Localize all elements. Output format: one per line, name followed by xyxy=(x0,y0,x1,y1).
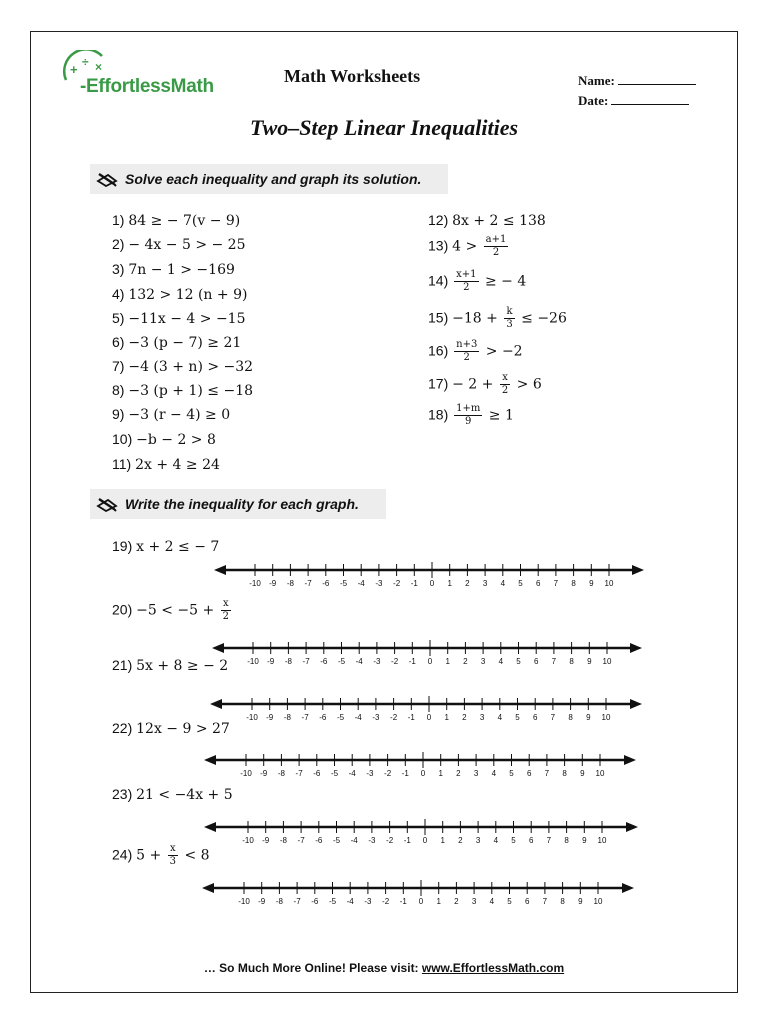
problem-number: 21) xyxy=(112,657,137,673)
number-line-tick-label: 7 xyxy=(553,579,559,588)
number-line-tick-label: 9 xyxy=(589,579,594,588)
problem-expression: −3 (p − 7) ≥ 21 xyxy=(128,335,242,351)
svg-text:×: × xyxy=(95,60,103,74)
number-line-tick-label: -10 xyxy=(240,769,252,778)
number-line-tick-label: 2 xyxy=(465,579,470,588)
number-line-tick-label: -7 xyxy=(301,713,309,722)
number-line-tick-label: 7 xyxy=(546,836,552,845)
problem-item xyxy=(112,382,253,399)
number-line-tick-label: -9 xyxy=(266,713,274,722)
problem-number: 3) xyxy=(112,261,129,277)
number-line-tick-label: 8 xyxy=(562,769,567,778)
effortlessmath-logo xyxy=(62,50,232,100)
number-line-tick-label: 4 xyxy=(498,657,504,666)
arrow-right-icon xyxy=(630,643,642,653)
number-line-tick-label: -8 xyxy=(277,769,285,778)
number-line-tick-label: -3 xyxy=(366,769,374,778)
fraction-denominator: 3 xyxy=(169,856,177,867)
problem-expression-pre: x + 2 ≤ − 7 xyxy=(136,539,220,555)
problem-number: 2) xyxy=(112,236,129,252)
number-line-tick-label: 10 xyxy=(604,579,614,588)
number-line-tick-label: -6 xyxy=(320,657,328,666)
problem-item xyxy=(428,339,523,364)
problem-expression: −4 (3 + n) > −32 xyxy=(128,359,254,375)
arrow-right-icon xyxy=(624,755,636,765)
number-line-tick-label: -3 xyxy=(368,836,376,845)
fraction-numerator: k xyxy=(504,306,514,319)
problem-number: 12) xyxy=(428,212,453,228)
problem-item xyxy=(428,234,510,259)
problem-item xyxy=(428,306,567,331)
number-line-tick-label: 8 xyxy=(560,897,565,906)
fraction-numerator: x xyxy=(221,598,231,611)
number-line-tick-label: -1 xyxy=(401,769,409,778)
fraction xyxy=(454,339,479,364)
number-line-tick-label: -4 xyxy=(346,897,354,906)
problem-number: 16) xyxy=(428,342,453,359)
number-line-tick-label: -1 xyxy=(403,836,411,845)
fraction xyxy=(454,403,482,428)
problem-expression: − 4x − 5 > − 25 xyxy=(128,237,246,253)
number-line-tick-label: -6 xyxy=(311,897,319,906)
number-line-tick-label: 5 xyxy=(518,579,523,588)
number-line-tick-label: -10 xyxy=(238,897,250,906)
number-line-tick-label: 4 xyxy=(493,836,499,845)
number-line-tick-label: -8 xyxy=(284,657,292,666)
problem-item xyxy=(112,286,247,303)
number-line-tick-label: -7 xyxy=(293,897,301,906)
fraction xyxy=(500,372,510,397)
number-line xyxy=(0,556,768,596)
arrow-left-icon xyxy=(210,699,222,709)
problem-item xyxy=(428,372,542,397)
arrow-right-icon xyxy=(632,565,644,575)
svg-text:÷: ÷ xyxy=(82,55,89,69)
problem-number: 6) xyxy=(112,334,129,350)
number-line-tick-label: -10 xyxy=(242,836,254,845)
number-line-tick-label: 8 xyxy=(568,713,573,722)
date-field: Date: xyxy=(578,92,689,109)
number-line-tick-label: 6 xyxy=(526,769,532,778)
number-line-tick-label: 4 xyxy=(500,579,506,588)
number-line-tick-label: -10 xyxy=(249,579,261,588)
number-line-tick-label: 9 xyxy=(580,769,585,778)
fraction-numerator: x xyxy=(168,843,178,856)
name-field: Name: xyxy=(578,72,696,89)
problem-item xyxy=(112,236,246,253)
problem-number: 7) xyxy=(112,358,129,374)
problem-number: 1) xyxy=(112,212,129,228)
number-line xyxy=(0,874,768,914)
number-line-tick-label: 5 xyxy=(509,769,514,778)
number-line-tick-label: 9 xyxy=(578,897,583,906)
fraction xyxy=(454,269,478,294)
fraction-denominator: 2 xyxy=(492,247,500,258)
number-line-tick-label: -9 xyxy=(258,897,266,906)
number-line-tick-label: -7 xyxy=(297,836,305,845)
number-line-tick-label: 1 xyxy=(444,713,449,722)
problem-number: 18) xyxy=(428,406,453,423)
number-line-tick-label: 10 xyxy=(601,713,611,722)
problem-expression: −3 (r − 4) ≥ 0 xyxy=(128,407,231,423)
problem-number: 17) xyxy=(428,375,453,392)
number-line-tick-label: -1 xyxy=(408,657,416,666)
number-line-tick-label: -10 xyxy=(247,657,259,666)
fraction xyxy=(504,306,514,331)
number-line-tick-label: -5 xyxy=(328,897,337,906)
number-line-tick-label: 10 xyxy=(595,769,605,778)
graph-problem-item xyxy=(112,786,233,803)
number-line-tick-label: 3 xyxy=(479,713,485,722)
number-line-tick-label: 8 xyxy=(564,836,569,845)
number-line-tick-label: -4 xyxy=(348,769,356,778)
number-line-tick-label: 1 xyxy=(440,836,445,845)
problem-number: 11) xyxy=(112,456,136,472)
logo-text: -EffortlessMath xyxy=(80,76,214,97)
number-line-tick-label: 8 xyxy=(571,579,576,588)
number-line-tick-label: 6 xyxy=(532,713,538,722)
fraction-numerator: n+3 xyxy=(456,339,478,350)
problem-expression-pre: 21 < −4x + 5 xyxy=(136,787,233,803)
worksheet-header-title: Math Worksheets xyxy=(284,66,421,86)
fraction-denominator: 2 xyxy=(222,611,230,622)
svg-text:+: + xyxy=(70,62,78,77)
footer-link[interactable]: www.EffortlessMath.com xyxy=(421,961,565,975)
number-line-tick-label: -4 xyxy=(350,836,358,845)
number-line-tick-label: 5 xyxy=(511,836,516,845)
fraction-numerator: a+1 xyxy=(485,234,507,245)
arrow-left-icon xyxy=(212,643,224,653)
problem-expression: −11x − 4 > −15 xyxy=(128,311,246,327)
arrow-left-icon xyxy=(214,565,226,575)
number-line-tick-label: -2 xyxy=(391,657,399,666)
number-line-tick-label: 4 xyxy=(497,713,503,722)
problem-item xyxy=(428,269,526,294)
problem-expression-pre: −18 + xyxy=(452,310,503,327)
problem-number: 15) xyxy=(428,309,453,326)
number-line-tick-label: 6 xyxy=(535,579,541,588)
number-line-tick-label: -2 xyxy=(393,579,401,588)
problem-number: 5) xyxy=(112,310,129,326)
number-line-tick-label: -6 xyxy=(319,713,327,722)
number-line-tick-label: 7 xyxy=(550,713,556,722)
pencil-paper-icon xyxy=(96,171,118,187)
number-line-tick-label: -7 xyxy=(302,657,310,666)
number-line-tick-label: -4 xyxy=(357,579,365,588)
fraction xyxy=(484,234,509,259)
number-line-tick-label: 9 xyxy=(587,657,592,666)
problem-expression-post: < 8 xyxy=(180,847,210,864)
problem-number: 9) xyxy=(112,406,129,422)
number-line-tick-label: -2 xyxy=(384,769,392,778)
graph-problem-item xyxy=(112,538,219,555)
number-line-tick-label: 0 xyxy=(422,836,428,845)
number-line-tick-label: 3 xyxy=(471,897,477,906)
number-line xyxy=(0,813,768,853)
instruction-solve: Solve each inequality and graph its solution. xyxy=(90,164,448,194)
number-line-tick-label: -2 xyxy=(386,836,394,845)
problem-item xyxy=(428,403,514,428)
number-line-tick-label: -2 xyxy=(382,897,390,906)
number-line-tick-label: -10 xyxy=(246,713,258,722)
number-line-tick-label: -8 xyxy=(279,836,287,845)
fraction-denominator: 2 xyxy=(463,352,470,363)
number-line-tick-label: 0 xyxy=(418,897,424,906)
number-line-tick-label: 1 xyxy=(438,769,443,778)
problem-item xyxy=(112,261,235,278)
problem-expression-pre: 12x − 9 > 27 xyxy=(136,721,230,737)
number-line-tick-label: 0 xyxy=(427,657,433,666)
problem-expression-pre: 5 + xyxy=(136,847,166,864)
number-line-tick-label: 1 xyxy=(447,579,452,588)
number-line-tick-label: 4 xyxy=(489,897,495,906)
problem-expression: 8x + 2 ≤ 138 xyxy=(452,213,546,229)
problem-number: 23) xyxy=(112,786,137,802)
number-line-tick-label: -1 xyxy=(410,579,418,588)
problem-number: 10) xyxy=(112,431,137,447)
number-line-tick-label: -7 xyxy=(304,579,312,588)
problem-expression: −3 (p + 1) ≤ −18 xyxy=(128,383,254,399)
problem-item xyxy=(112,334,241,351)
arrow-right-icon xyxy=(626,822,638,832)
number-line-tick-label: 6 xyxy=(533,657,539,666)
number-line-tick-label: -3 xyxy=(364,897,372,906)
problem-expression-post: ≥ − 4 xyxy=(480,273,527,290)
number-line-tick-label: -9 xyxy=(267,657,275,666)
fraction-numerator: 1+m xyxy=(456,403,481,414)
fraction-numerator: x+1 xyxy=(456,269,477,280)
fraction-denominator: 2 xyxy=(501,385,509,396)
problem-number: 4) xyxy=(112,286,129,302)
number-line-tick-label: 1 xyxy=(436,897,441,906)
number-line-tick-label: -5 xyxy=(336,713,345,722)
number-line-tick-label: -9 xyxy=(260,769,268,778)
arrow-right-icon xyxy=(622,883,634,893)
problem-expression-pre: 4 > xyxy=(452,238,482,255)
number-line-tick-label: 2 xyxy=(463,657,468,666)
instruction-write: Write the inequality for each graph. xyxy=(90,489,386,519)
number-line-tick-label: -8 xyxy=(286,579,294,588)
arrow-left-icon xyxy=(204,755,216,765)
problem-number: 20) xyxy=(112,601,137,618)
problem-number: 19) xyxy=(112,538,137,554)
number-line-tick-label: -7 xyxy=(295,769,303,778)
number-line-tick-label: -3 xyxy=(373,657,381,666)
number-line-tick-label: -2 xyxy=(390,713,398,722)
number-line-tick-label: -5 xyxy=(330,769,339,778)
problem-number: 14) xyxy=(428,272,453,289)
problem-expression: 132 > 12 (n + 9) xyxy=(128,287,248,303)
number-line-tick-label: 2 xyxy=(454,897,459,906)
number-line-tick-label: 2 xyxy=(456,769,461,778)
number-line-tick-label: 10 xyxy=(597,836,607,845)
arrow-right-icon xyxy=(630,699,642,709)
problem-expression-post: > −2 xyxy=(481,343,523,360)
number-line-tick-label: -6 xyxy=(313,769,321,778)
problem-number: 13) xyxy=(428,237,453,254)
number-line-tick-label: 6 xyxy=(524,897,530,906)
number-line-tick-label: 7 xyxy=(544,769,550,778)
fraction-denominator: 3 xyxy=(506,319,513,330)
number-line-tick-label: -3 xyxy=(372,713,380,722)
problem-expression: 2x + 4 ≥ 24 xyxy=(135,457,220,473)
number-line-tick-label: 0 xyxy=(420,769,426,778)
number-line-tick-label: 8 xyxy=(569,657,574,666)
number-line-tick-label: -5 xyxy=(339,579,348,588)
number-line-tick-label: 6 xyxy=(528,836,534,845)
number-line-tick-label: 5 xyxy=(515,713,520,722)
number-line-tick-label: -6 xyxy=(322,579,330,588)
fraction-numerator: x xyxy=(500,372,510,385)
number-line-tick-label: -1 xyxy=(399,897,407,906)
number-line-tick-label: 2 xyxy=(462,713,467,722)
number-line-tick-label: -3 xyxy=(375,579,383,588)
fraction-denominator: 2 xyxy=(463,282,470,293)
problem-expression-post: ≥ 1 xyxy=(484,407,514,424)
number-line-tick-label: 3 xyxy=(480,657,486,666)
problem-item xyxy=(112,456,220,473)
problem-item xyxy=(112,212,240,229)
number-line-tick-label: -5 xyxy=(337,657,346,666)
number-line-tick-label: -9 xyxy=(269,579,277,588)
number-line-tick-label: -4 xyxy=(355,657,363,666)
number-line-tick-label: 3 xyxy=(482,579,488,588)
problem-number: 8) xyxy=(112,382,129,398)
number-line-tick-label: -9 xyxy=(262,836,270,845)
pencil-paper-icon xyxy=(96,496,118,512)
number-line-tick-label: 4 xyxy=(491,769,497,778)
number-line-tick-label: -6 xyxy=(315,836,323,845)
number-line-tick-label: -1 xyxy=(407,713,415,722)
number-line xyxy=(0,634,768,674)
number-line-tick-label: 7 xyxy=(542,897,548,906)
problem-expression-pre: 5x + 8 ≥ − 2 xyxy=(136,658,229,674)
page-title: Two–Step Linear Inequalities xyxy=(249,115,519,140)
problem-expression: 7n − 1 > −169 xyxy=(128,262,235,278)
number-line xyxy=(0,690,768,730)
arrow-left-icon xyxy=(204,822,216,832)
problem-expression-post: ≤ −26 xyxy=(516,310,567,327)
problem-number: 24) xyxy=(112,846,137,863)
number-line-tick-label: -8 xyxy=(275,897,283,906)
number-line-tick-label: 5 xyxy=(507,897,512,906)
problem-item xyxy=(112,406,230,423)
problem-expression: −b − 2 > 8 xyxy=(136,432,216,448)
problem-expression-post: > 6 xyxy=(512,376,542,393)
number-line xyxy=(0,746,768,786)
number-line-tick-label: 2 xyxy=(458,836,463,845)
number-line-tick-label: 3 xyxy=(473,769,479,778)
footer: … So Much More Online! Please visit: www.EffortlessMath.com xyxy=(203,961,565,975)
problem-item xyxy=(112,310,246,327)
number-line-tick-label: -4 xyxy=(354,713,362,722)
fraction xyxy=(221,598,231,623)
number-line-tick-label: 9 xyxy=(582,836,587,845)
number-line-tick-label: -8 xyxy=(283,713,291,722)
number-line-tick-label: 10 xyxy=(593,897,603,906)
number-line-tick-label: 9 xyxy=(586,713,591,722)
number-line-tick-label: 1 xyxy=(445,657,450,666)
number-line-tick-label: 0 xyxy=(429,579,435,588)
problem-item xyxy=(428,212,546,229)
problem-number: 22) xyxy=(112,720,137,736)
number-line-tick-label: 10 xyxy=(602,657,612,666)
problem-item xyxy=(112,358,253,375)
problem-expression: 84 ≥ − 7(v − 9) xyxy=(128,213,241,229)
problem-expression-pre: −5 < −5 + xyxy=(136,602,219,619)
problem-expression-pre: − 2 + xyxy=(452,376,498,393)
number-line-tick-label: 0 xyxy=(426,713,432,722)
arrow-left-icon xyxy=(202,883,214,893)
graph-problem-item xyxy=(112,598,233,623)
problem-item xyxy=(112,431,216,448)
number-line-tick-label: 3 xyxy=(475,836,481,845)
fraction-denominator: 9 xyxy=(465,416,472,427)
number-line-tick-label: 7 xyxy=(551,657,557,666)
number-line-tick-label: 5 xyxy=(516,657,521,666)
number-line-tick-label: -5 xyxy=(332,836,341,845)
